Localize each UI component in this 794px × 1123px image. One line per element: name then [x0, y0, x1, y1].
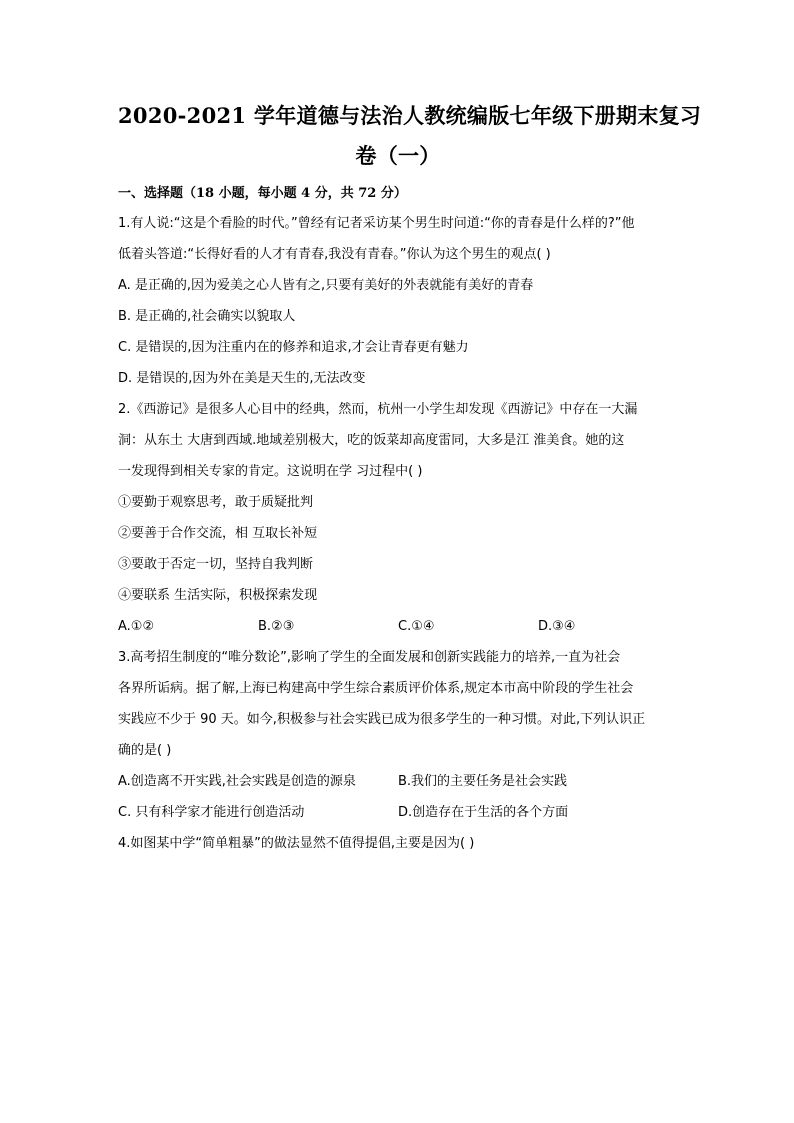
- exam-title-line-1: 2020-2021 学年道德与法治人教统编版七年级下册期末复习: [118, 103, 702, 128]
- question-2-stem-line-1: 2.《西游记》是很多人心目中的经典，然而，杭州一小学生却发现《西游记》中存在一大漏: [118, 402, 638, 417]
- question-2-option-b: B.②③: [258, 619, 295, 634]
- question-2-statement-1: ①要勤于观察思考，敢于质疑批判: [118, 495, 314, 510]
- question-1-stem-line-2: 低着头答道:“长得好看的人才有青春,我没有青春。”你认为这个男生的观点( ): [118, 247, 551, 262]
- question-3-stem-line-2: 各界所诟病。据了解,上海已构建高中学生综合素质评价体系,规定本市高中阶段的学生社会: [118, 681, 634, 696]
- question-3-option-b: B.我们的主要任务是社会实践: [398, 774, 568, 789]
- question-3-stem-line-3: 实践应不少于 90 天。如今,积极参与社会实践已成为很多学生的一种习惯。对此,下列认识正: [118, 712, 646, 727]
- question-3-option-a: A.创造离不开实践,社会实践是创造的源泉: [118, 774, 356, 789]
- question-2-stem-line-3: 一发现得到相关专家的肯定。这说明在学 习过程中( ): [118, 464, 423, 479]
- exam-title-line-2: 卷（一）: [355, 143, 441, 168]
- question-2: [118, 394, 678, 642]
- question-4: [118, 828, 678, 859]
- question-2-statement-2: ②要善于合作交流，相 互取长补短: [118, 526, 318, 541]
- question-3-option-d: D.创造存在于生活的各个方面: [398, 805, 569, 820]
- exam-page: [118, 96, 702, 859]
- question-1-option-c: C. 是错误的,因为注重内在的修养和追求,才会让青春更有魅力: [118, 340, 469, 355]
- exam-title: [118, 96, 702, 176]
- question-1-option-a: A. 是正确的,因为爱美之心人皆有之,只要有美好的外表就能有美好的青春: [118, 278, 534, 293]
- section-heading: 一、选择题（18 小题，每小题 4 分，共 72 分）: [118, 186, 407, 201]
- question-2-stem-line-2: 洞：从东土 大唐到西域.地域差别极大，吃的饭菜却高度雷同，大多是江 淮美食。她的这: [118, 433, 625, 448]
- question-2-option-a: A.①②: [118, 619, 155, 634]
- question-3-options-row-2: [118, 797, 678, 828]
- question-2-option-c: C.①④: [398, 619, 435, 634]
- question-1-option-b: B. 是正确的,社会确实以貌取人: [118, 309, 296, 324]
- question-1-stem-line-1: 1.有人说:“这是个看脸的时代。”曾经有记者采访某个男生时问道:“你的青春是什么样的?”他: [118, 216, 635, 231]
- question-4-stem-line-1: 4.如图某中学“简单粗暴”的做法显然不值得提倡,主要是因为( ): [118, 836, 475, 851]
- question-2-statement-3: ③要敢于否定一切，坚持自我判断: [118, 557, 314, 572]
- question-2-options: [118, 611, 678, 642]
- question-3-stem-line-4: 确的是( ): [118, 743, 172, 758]
- question-2-statement-4: ④要联系 生活实际，积极探索发现: [118, 588, 318, 603]
- question-3-option-c: C. 只有科学家才能进行创造活动: [118, 805, 305, 820]
- question-3-stem-line-1: 3.高考招生制度的“唯分数论”,影响了学生的全面发展和创新实践能力的培养,一直为社会: [118, 650, 621, 665]
- question-1: [118, 208, 678, 394]
- question-2-option-d: D.③④: [538, 619, 576, 634]
- question-3-options-row-1: [118, 766, 678, 797]
- question-1-option-d: D. 是错误的,因为外在美是天生的,无法改变: [118, 371, 366, 386]
- question-3: [118, 642, 678, 828]
